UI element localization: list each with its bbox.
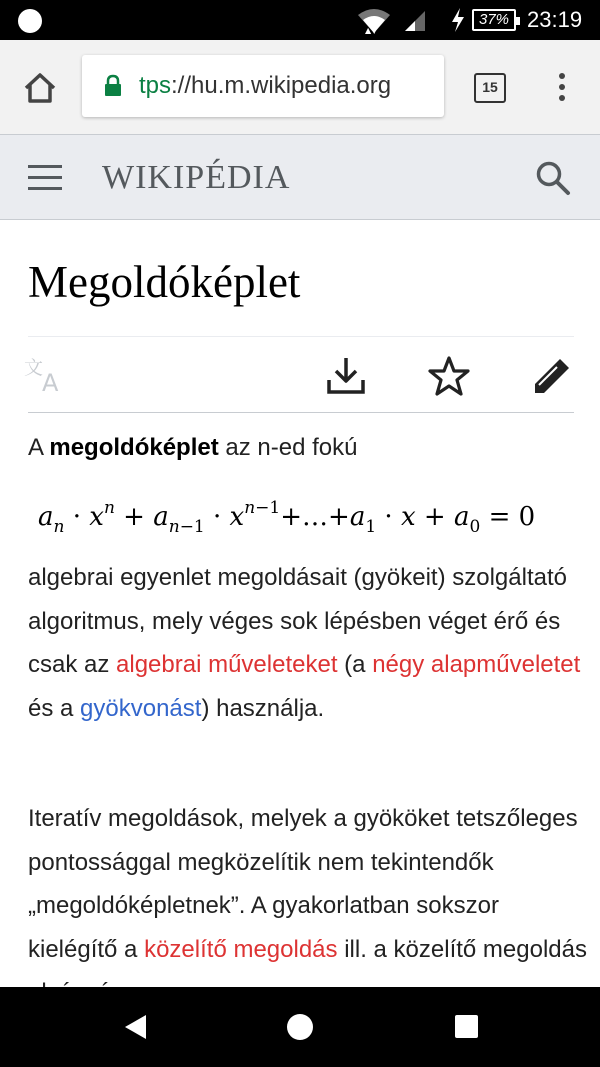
link-gyokvonas[interactable]: gyökvonást (80, 694, 202, 722)
overflow-menu-icon[interactable] (552, 70, 572, 106)
language-icon[interactable] (24, 354, 70, 397)
link-negy-alapmuvelet[interactable]: négy alapműveletet (372, 651, 581, 678)
article-content (0, 220, 600, 987)
bold-term: megoldóképlet (49, 434, 219, 461)
paragraph-definition: algebrai egyenlet megoldásait (gyökeit) szolgáltató algoritmus, mely véges sok lépésben véget érő és csak az algebrai műveleteket (a négy alapműveletet és a gyökvonást) használja. (28, 564, 581, 722)
url-scheme: tps (139, 72, 172, 99)
home-nav-icon[interactable] (287, 1014, 313, 1040)
charging-bolt-icon (450, 8, 466, 32)
wifi-icon (357, 7, 391, 35)
url-host: ://hu.m.wikipedia.org (171, 72, 392, 99)
lock-icon (104, 75, 122, 97)
link-megoldas[interactable]: megoldás (233, 935, 338, 963)
wikipedia-logo[interactable]: WIKIPÉDIA (102, 159, 291, 196)
tab-switcher-button[interactable]: 15 (474, 73, 506, 103)
page-actions (0, 346, 600, 406)
math-formula: $a_n \cdot x^n + a_{n-1}$ · $x^{n-1}+\dots+a_1 \cdot x + a_0 = 0$ (38, 498, 536, 537)
recent-apps-icon[interactable] (455, 1015, 478, 1038)
clock: 23:19 (527, 7, 583, 32)
paragraph-intro: A megoldóképlet az n-ed fokú (28, 434, 358, 461)
watch-star-icon[interactable] (427, 354, 471, 398)
svg-text:▲▼: ▲▼ (365, 26, 378, 35)
divider (28, 412, 574, 413)
paragraph-iterative: Iteratív megoldások, melyek a gyököket tetszőleges pontossággal megközelítik nem tekintendők „megoldóképletnek”. A gyakorlatban sokszor kielégítő a közelítő megoldás ill. a közelítő megoldás (28, 805, 587, 963)
svg-text:文: 文 (24, 357, 44, 379)
notification-dot-icon (18, 9, 42, 33)
back-icon[interactable] (122, 1013, 150, 1041)
hamburger-menu-icon[interactable] (28, 165, 62, 191)
home-icon[interactable] (20, 68, 60, 108)
divider (28, 336, 574, 337)
address-bar[interactable] (82, 55, 444, 117)
wiki-header (0, 134, 600, 220)
download-icon[interactable] (324, 354, 368, 398)
system-nav-bar (0, 987, 600, 1067)
link-algebrai-muveletek[interactable]: algebrai műveleteket (116, 651, 338, 678)
link-kozelito[interactable]: közelítő (144, 935, 227, 963)
search-icon[interactable] (534, 159, 572, 197)
edit-pencil-icon[interactable] (530, 354, 574, 398)
browser-toolbar (0, 40, 600, 134)
battery-indicator: 37% (472, 9, 516, 31)
status-bar (0, 0, 600, 40)
url-text (139, 72, 391, 100)
svg-text:A: A (42, 369, 59, 397)
cell-signal-icon (403, 9, 427, 33)
page-title: Megoldóképlet (28, 257, 301, 307)
